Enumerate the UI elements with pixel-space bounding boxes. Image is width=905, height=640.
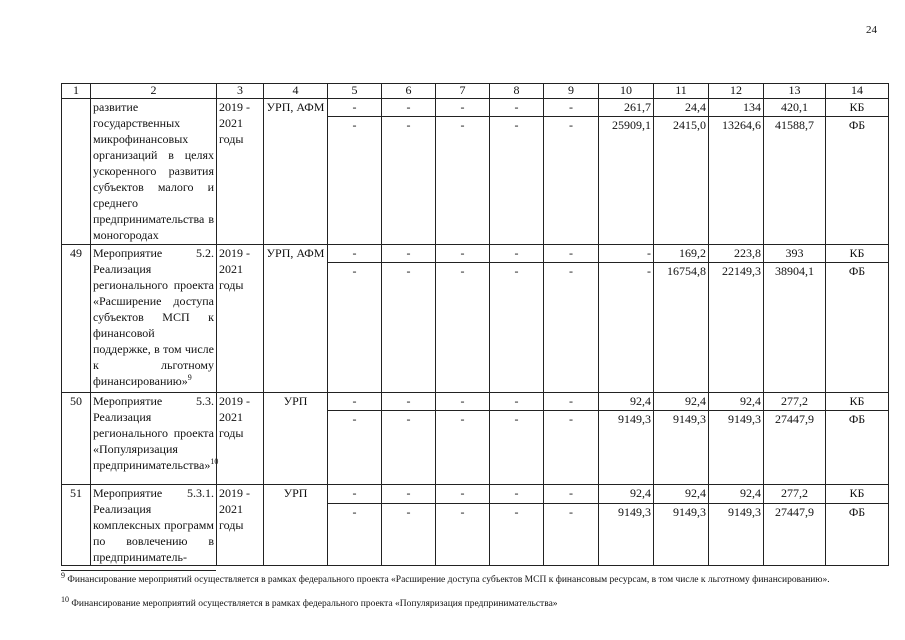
- footnote-text: Финансирование мероприятий осуществляется в рамках федерального проекта «Популяризация предпринимательства»: [71, 599, 558, 609]
- activity-text: Мероприятие 5.3.1. Реализация комплексных программ по вовлечению в предприниматель-: [93, 486, 214, 564]
- value-col13: 393: [764, 245, 826, 263]
- column-number: 9: [544, 84, 599, 99]
- value-col11: 9149,3: [654, 504, 709, 566]
- empty-value: -: [382, 99, 436, 117]
- value-col11: 2415,0: [654, 117, 709, 245]
- empty-value: -: [490, 393, 544, 411]
- row-number: 49: [62, 245, 91, 393]
- empty-value: -: [436, 504, 490, 566]
- funding-source: КБ: [826, 245, 889, 263]
- value-col11: 24,4: [654, 99, 709, 117]
- value-col10: 9149,3: [599, 411, 654, 485]
- years-cell: 2019 - 2021 годы: [217, 245, 264, 393]
- value-col11: 16754,8: [654, 263, 709, 393]
- value-col10: -: [599, 263, 654, 393]
- empty-value: -: [436, 393, 490, 411]
- empty-value: -: [544, 393, 599, 411]
- column-number: 13: [764, 84, 826, 99]
- empty-value: -: [328, 263, 382, 393]
- footnote-9: [61, 570, 881, 586]
- table-row: [62, 393, 889, 411]
- column-number: 4: [264, 84, 328, 99]
- empty-value: -: [328, 99, 382, 117]
- column-number-row: [62, 84, 889, 99]
- empty-value: -: [382, 263, 436, 393]
- activity-text: Мероприятие 5.2. Реализация регионального проекта «Расширение доступа субъектов МСП к финансовой поддержке, в том числе к льготному финансированию»: [93, 246, 214, 388]
- executor-cell: УРП, АФМ: [264, 99, 328, 245]
- row-number: 51: [62, 485, 91, 566]
- column-number: 10: [599, 84, 654, 99]
- table-row: [62, 99, 889, 117]
- empty-value: -: [436, 485, 490, 504]
- footnote-text: Финансирование мероприятий осуществляется в рамках федерального проекта «Расширение доступа субъектов МСП к финансовым ресурсам, в том числе к льготному финансированию».: [67, 575, 830, 585]
- empty-value: -: [544, 263, 599, 393]
- empty-value: -: [544, 99, 599, 117]
- value-col10: -: [599, 245, 654, 263]
- page-number: 24: [866, 24, 877, 36]
- funding-source: ФБ: [826, 263, 889, 393]
- empty-value: -: [544, 117, 599, 245]
- column-number: 3: [217, 84, 264, 99]
- value-col12: 9149,3: [709, 411, 764, 485]
- table-row: [62, 245, 889, 263]
- empty-value: -: [490, 485, 544, 504]
- value-col13: 41588,7: [764, 117, 826, 245]
- executor-cell: УРП: [264, 485, 328, 566]
- empty-value: -: [436, 99, 490, 117]
- footnote-mark: 10: [61, 594, 69, 604]
- row-number: 50: [62, 393, 91, 485]
- empty-value: -: [436, 245, 490, 263]
- column-number: 12: [709, 84, 764, 99]
- value-col10: 25909,1: [599, 117, 654, 245]
- empty-value: -: [328, 504, 382, 566]
- empty-value: -: [328, 117, 382, 245]
- funding-source: КБ: [826, 99, 889, 117]
- empty-value: -: [436, 411, 490, 485]
- value-col12: 223,8: [709, 245, 764, 263]
- empty-value: -: [436, 263, 490, 393]
- column-number: 14: [826, 84, 889, 99]
- activity-description: [91, 393, 217, 485]
- column-number: 2: [91, 84, 217, 99]
- value-col13: 277,2: [764, 485, 826, 504]
- empty-value: -: [382, 485, 436, 504]
- empty-value: -: [544, 485, 599, 504]
- years-cell: 2019 - 2021 годы: [217, 393, 264, 485]
- column-number: 5: [328, 84, 382, 99]
- empty-value: -: [544, 504, 599, 566]
- years-cell: 2019 - 2021 годы: [217, 99, 264, 245]
- empty-value: -: [382, 393, 436, 411]
- activity-text: Мероприятие 5.3. Реализация регионального проекта «Популяризация предпринимательства»: [93, 394, 214, 472]
- empty-value: -: [328, 411, 382, 485]
- column-number: 6: [382, 84, 436, 99]
- column-number: 11: [654, 84, 709, 99]
- empty-value: -: [382, 117, 436, 245]
- value-col13: 38904,1: [764, 263, 826, 393]
- footnote-ref: 10: [210, 457, 219, 466]
- empty-value: -: [490, 263, 544, 393]
- empty-value: -: [328, 393, 382, 411]
- value-col12: 22149,3: [709, 263, 764, 393]
- value-col13: 277,2: [764, 393, 826, 411]
- footnote-ref: 9: [187, 373, 192, 382]
- value-col11: 92,4: [654, 393, 709, 411]
- funding-source: ФБ: [826, 411, 889, 485]
- column-number: 8: [490, 84, 544, 99]
- value-col10: 92,4: [599, 485, 654, 504]
- value-col12: 92,4: [709, 393, 764, 411]
- value-col13: 420,1: [764, 99, 826, 117]
- empty-value: -: [490, 411, 544, 485]
- empty-value: -: [328, 245, 382, 263]
- value-col10: 9149,3: [599, 504, 654, 566]
- empty-value: -: [544, 411, 599, 485]
- empty-value: -: [490, 245, 544, 263]
- value-col12: 13264,6: [709, 117, 764, 245]
- value-col11: 9149,3: [654, 411, 709, 485]
- activity-text: развитие государственных микрофинансовых организаций в целях ускоренного развития субъектов малого и среднего предпринимательства в моногородах: [93, 100, 214, 242]
- value-col10: 92,4: [599, 393, 654, 411]
- row-number: [62, 99, 91, 245]
- empty-value: -: [544, 245, 599, 263]
- activity-description: [91, 99, 217, 245]
- years-cell: 2019 - 2021 годы: [217, 485, 264, 566]
- value-col12: 92,4: [709, 485, 764, 504]
- column-number: 7: [436, 84, 490, 99]
- executor-cell: УРП, АФМ: [264, 245, 328, 393]
- value-col12: 134: [709, 99, 764, 117]
- empty-value: -: [382, 245, 436, 263]
- footnote-separator: [61, 570, 216, 571]
- empty-value: -: [382, 504, 436, 566]
- value-col11: 92,4: [654, 485, 709, 504]
- value-col13: 27447,9: [764, 504, 826, 566]
- column-number: 1: [62, 84, 91, 99]
- empty-value: -: [382, 411, 436, 485]
- funding-source: КБ: [826, 485, 889, 504]
- table-row: [62, 485, 889, 504]
- executor-cell: УРП: [264, 393, 328, 485]
- empty-value: -: [328, 485, 382, 504]
- empty-value: -: [490, 99, 544, 117]
- empty-value: -: [490, 117, 544, 245]
- value-col10: 261,7: [599, 99, 654, 117]
- activity-description: [91, 485, 217, 566]
- funding-source: ФБ: [826, 504, 889, 566]
- empty-value: -: [490, 504, 544, 566]
- value-col12: 9149,3: [709, 504, 764, 566]
- funding-source: ФБ: [826, 117, 889, 245]
- empty-value: -: [436, 117, 490, 245]
- value-col11: 169,2: [654, 245, 709, 263]
- footnote-10: [61, 594, 881, 610]
- program-table: [61, 83, 889, 566]
- funding-source: КБ: [826, 393, 889, 411]
- footnote-mark: 9: [61, 570, 65, 580]
- value-col13: 27447,9: [764, 411, 826, 485]
- activity-description: [91, 245, 217, 393]
